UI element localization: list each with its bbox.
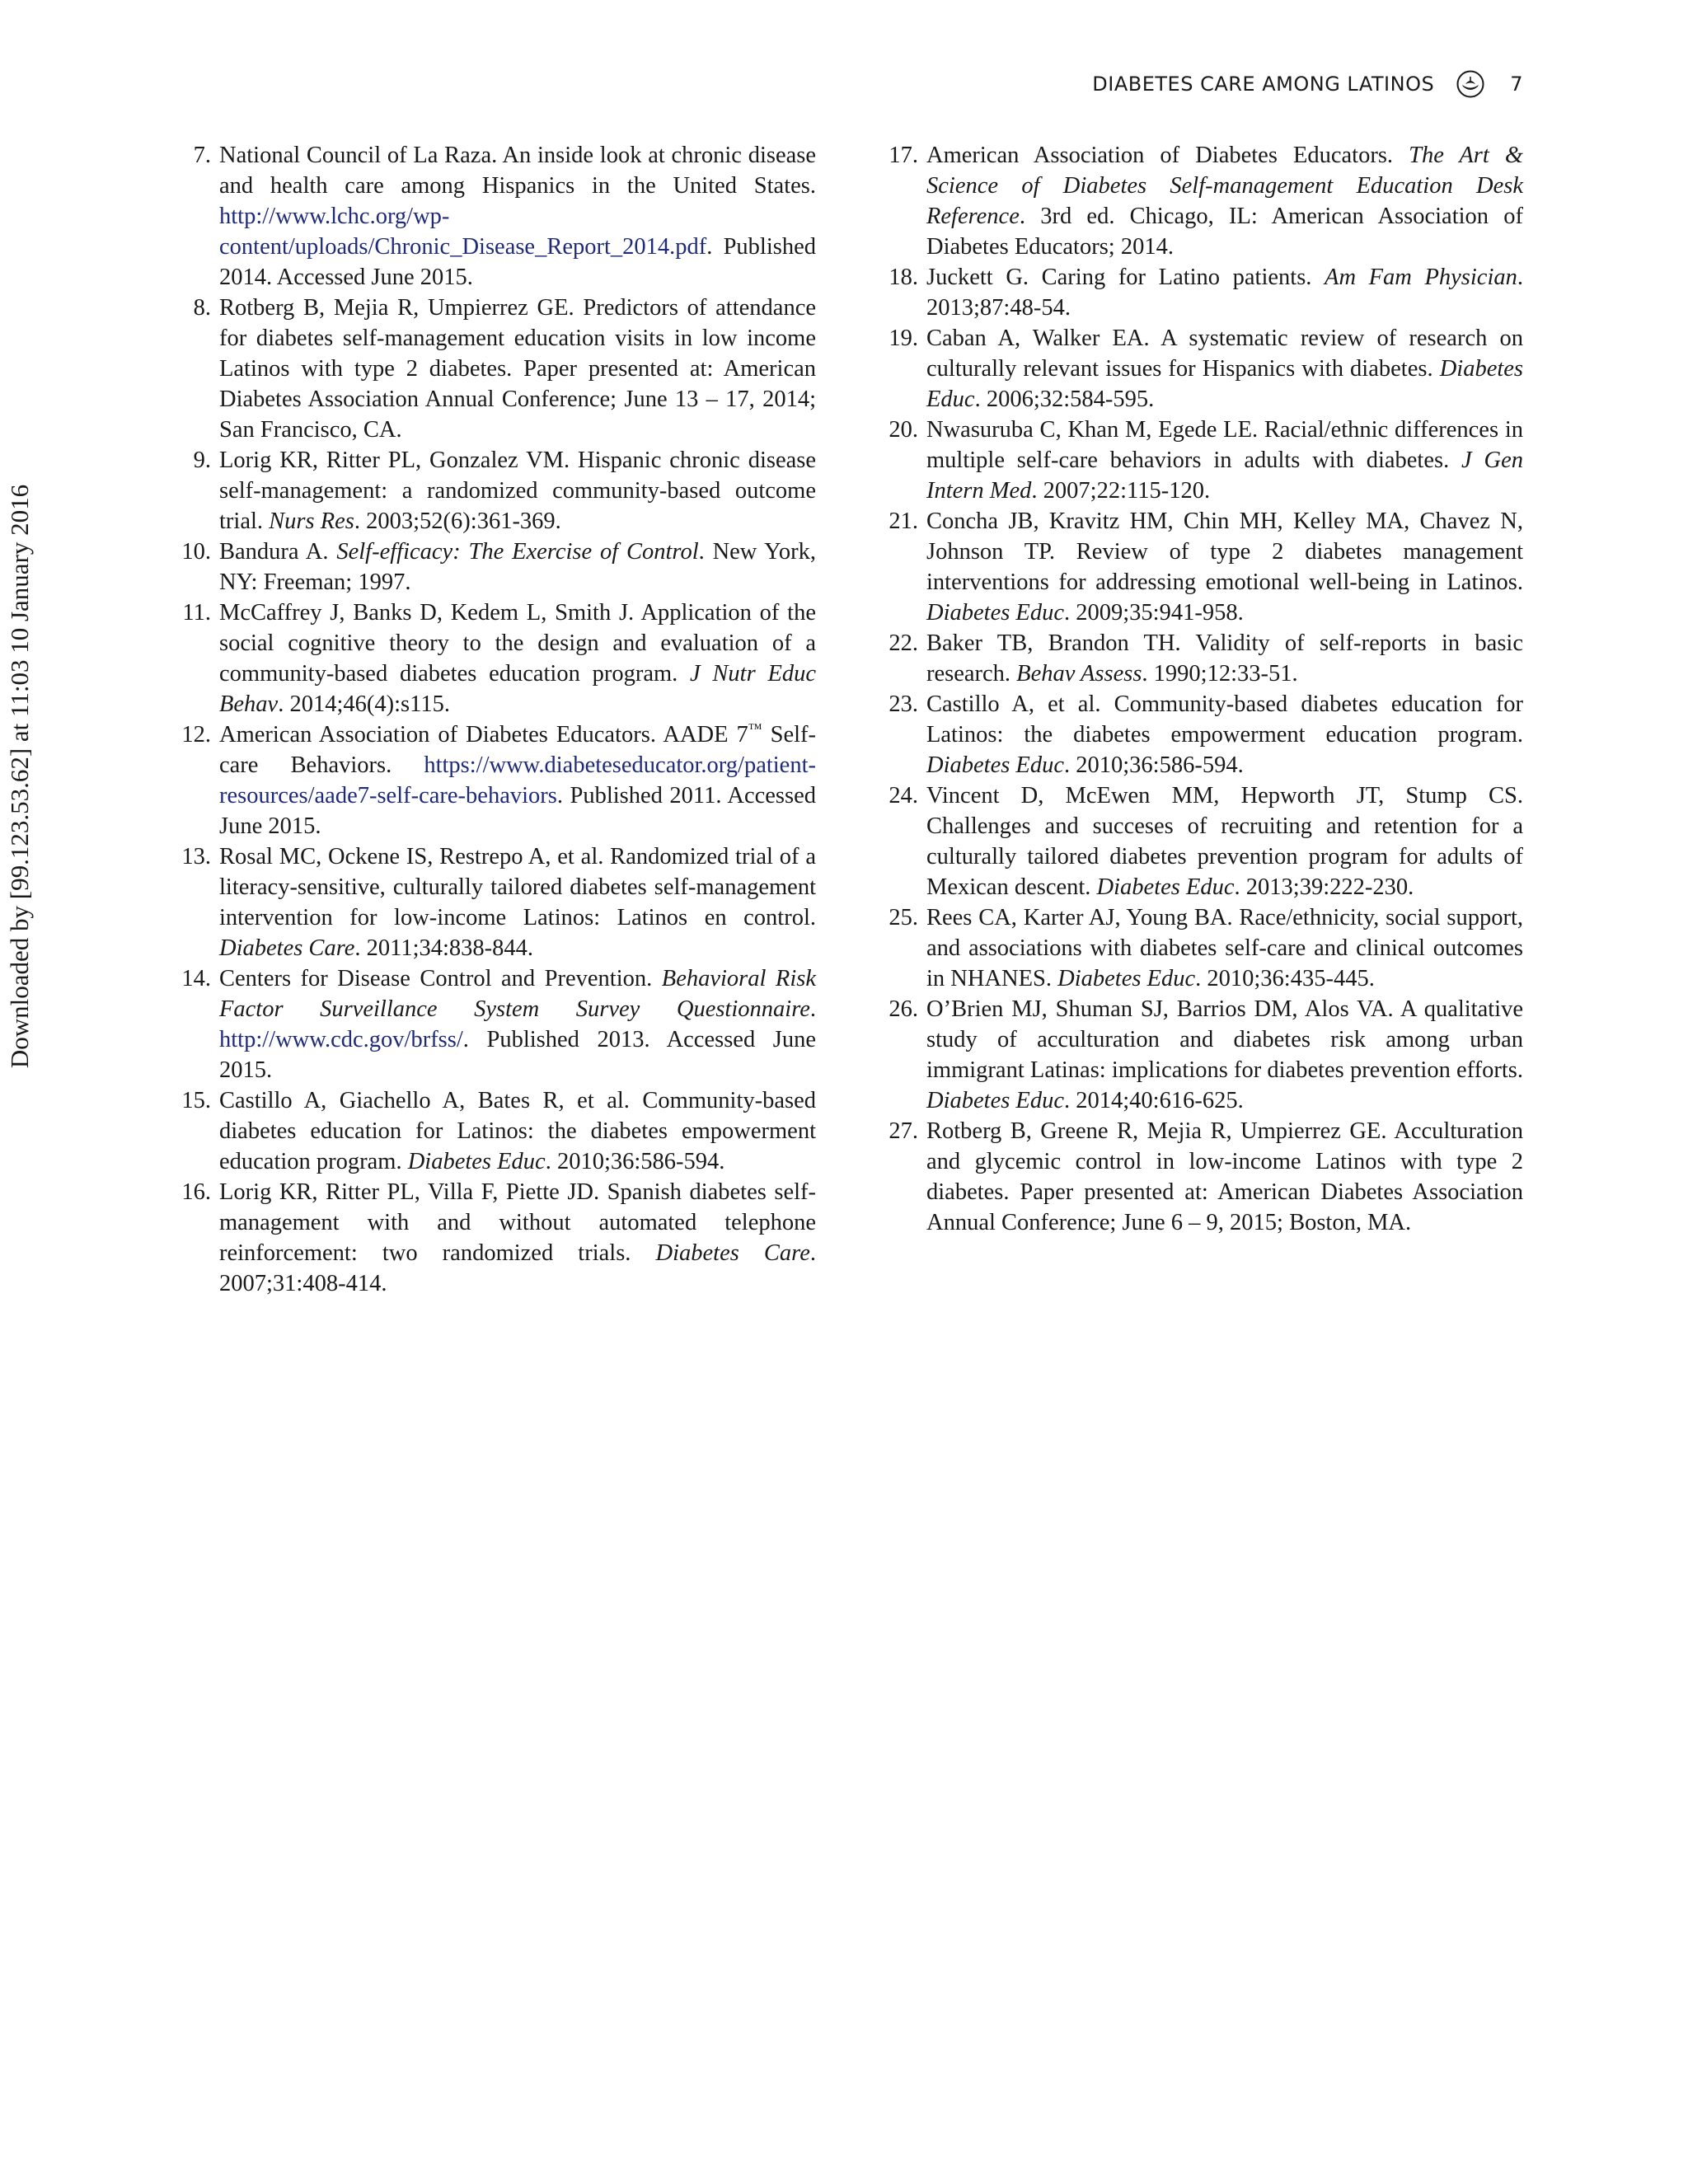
download-watermark-text: Downloaded by [99.123.53.62] at 11:03 10 January 2016: [5, 484, 34, 1069]
reference-text-segment: Bandura A.: [219, 539, 337, 565]
reference-list: [165, 140, 1523, 1299]
reference-text: [219, 293, 816, 445]
reference-list-right: [872, 140, 1523, 1238]
reference-text-segment: . 2013;39:222-230.: [1234, 874, 1414, 900]
reference-source-title: Self-efficacy: The Exercise of Control: [336, 539, 699, 565]
reference-text-segment: .: [809, 996, 816, 1022]
reference-item: [872, 780, 1523, 902]
reference-item: [872, 506, 1523, 628]
reference-number: 13.: [181, 844, 211, 869]
reference-text: [219, 1177, 816, 1299]
reference-text-segment: . 2010;36:586-594.: [545, 1149, 725, 1174]
reference-source-title: J Gen Intern Med: [926, 448, 1523, 504]
reference-text: [926, 262, 1523, 323]
reference-source-title: Diabetes Care: [219, 935, 355, 961]
reference-text: [926, 323, 1523, 415]
reference-text: [219, 1085, 816, 1177]
reference-number: 9.: [193, 448, 211, 473]
reference-source-title: Nurs Res: [269, 509, 354, 534]
reference-source-title: Diabetes Educ: [407, 1149, 546, 1174]
reference-item: [165, 598, 816, 719]
reference-item: [872, 323, 1523, 415]
reference-text-segment: . 1990;12:33-51.: [1142, 661, 1298, 687]
reference-item: [165, 445, 816, 537]
reference-text: [219, 963, 816, 1085]
reference-number: 25.: [889, 905, 918, 930]
reference-number: 26.: [889, 996, 918, 1022]
reference-text: [926, 994, 1523, 1116]
reference-text-segment: . 2003;52(6):361-369.: [354, 509, 561, 534]
reference-source-title: Diabetes Care: [655, 1240, 810, 1266]
reference-source-title: Diabetes Educ: [926, 752, 1064, 778]
reference-number: 11.: [182, 600, 211, 626]
reference-text-segment: . 2007;22:115-120.: [1031, 478, 1211, 504]
reference-item: [872, 415, 1523, 506]
reference-number: 10.: [181, 539, 211, 565]
page-number: 7: [1510, 73, 1523, 96]
reference-text-segment: American Association of Diabetes Educators.: [926, 143, 1409, 168]
reference-item: [872, 1116, 1523, 1238]
reference-source-title: J Nutr Educ Behav: [219, 661, 816, 717]
reference-number: 27.: [889, 1118, 918, 1144]
reference-text-segment: Juckett G. Caring for Latino patients.: [926, 265, 1325, 290]
reference-list-left: [165, 140, 816, 1299]
reference-text-segment: National Council of La Raza. An inside look at chronic disease and health care among Hispanics in the United States.: [219, 143, 816, 199]
reference-item: [165, 841, 816, 963]
reference-text-segment: Lorig KR, Ritter PL, Gonzalez VM. Hispanic chronic disease self-management: a randomized community-based outcome trial.: [219, 448, 816, 534]
reference-text: [926, 506, 1523, 628]
reference-number: 12.: [181, 722, 211, 748]
reference-number: 14.: [181, 966, 211, 991]
reference-text: [926, 628, 1523, 689]
reference-text-segment: Castillo A, Giachello A, Bates R, et al. Community-based diabetes education for Latinos: the diabetes empowerment education program.: [219, 1088, 816, 1174]
reference-item: [165, 1085, 816, 1177]
reference-item: [872, 628, 1523, 689]
reference-text-segment: . 2009;35:941-958.: [1064, 600, 1244, 626]
reference-text-segment: McCaffrey J, Banks D, Kedem L, Smith J. Application of the social cognitive theory to the design and evaluation of a community-based diabetes education program.: [219, 600, 816, 687]
reference-text: [926, 140, 1523, 262]
running-header: [1092, 69, 1523, 99]
reference-link[interactable]: https://www.diabeteseducator.org/patient-resources/aade7-self-care-behaviors: [219, 752, 816, 808]
reference-text-segment: Rotberg B, Mejia R, Umpierrez GE. Predictors of attendance for diabetes self-management education visits in low income Latinos with type 2 diabetes. Paper presented at: American Diabetes Association Annual Conference; June 13 – 17, 2014; San Francisco, CA.: [219, 295, 816, 443]
reference-text-segment: . 2006;32:584-595.: [974, 387, 1155, 412]
reference-column-right: [872, 140, 1523, 1299]
reference-text-segment: Caban A, Walker EA. A systematic review of research on culturally relevant issues for Hispanics with diabetes.: [926, 326, 1523, 382]
reference-text-segment: O’Brien MJ, Shuman SJ, Barrios DM, Alos VA. A qualitative study of acculturation and diabetes risk among urban immigrant Latinas: implications for diabetes prevention efforts.: [926, 996, 1523, 1083]
reference-item: [872, 902, 1523, 994]
reference-number: 23.: [889, 691, 918, 717]
reference-item: [165, 140, 816, 293]
reference-item: [165, 293, 816, 445]
reference-item: [872, 262, 1523, 323]
reference-item: [165, 537, 816, 598]
reference-source-title: Behav Assess: [1016, 661, 1142, 687]
reference-text-segment: . 2013;87:48-54.: [926, 265, 1523, 321]
reference-text: [219, 140, 816, 293]
reference-text-segment: Vincent D, McEwen MM, Hepworth JT, Stump CS. Challenges and succeses of recruiting and retention for a culturally tailored diabetes prevention program for adults of Mexican descent.: [926, 783, 1523, 900]
reference-text-segment: . New York, NY: Freeman; 1997.: [219, 539, 816, 595]
reference-text-segment: Baker TB, Brandon TH. Validity of self-reports in basic research.: [926, 630, 1523, 687]
reference-number: 17.: [889, 143, 918, 168]
reference-number: 18.: [889, 265, 918, 290]
reference-text: [926, 415, 1523, 506]
reference-item: [872, 689, 1523, 780]
reference-text: [219, 841, 816, 963]
reference-item: [872, 994, 1523, 1116]
reference-source-title: Diabetes Educ: [926, 356, 1523, 412]
reference-number: 8.: [193, 295, 211, 321]
reference-number: 19.: [889, 326, 918, 351]
reference-source-title: Diabetes Educ: [1096, 874, 1235, 900]
reference-text: [926, 780, 1523, 902]
reference-link[interactable]: http://www.cdc.gov/brfss/: [219, 1027, 463, 1052]
reference-text-segment: American Association of Diabetes Educators. AADE 7: [219, 722, 748, 748]
reference-text-segment: Rotberg B, Greene R, Mejia R, Umpierrez GE. Acculturation and glycemic control in low-income Latinos with type 2 diabetes. Paper presented at: American Diabetes Association Annual Conference; June 6 – 9, 2015; Boston, MA.: [926, 1118, 1523, 1235]
reference-number: 15.: [181, 1088, 211, 1113]
publisher-logo-icon: [1456, 69, 1485, 99]
reference-source-title: The Art & Science of Diabetes Self-management Education Desk Reference: [926, 143, 1523, 229]
reference-text-segment: . 2010;36:586-594.: [1064, 752, 1244, 778]
reference-number: 21.: [889, 509, 918, 534]
reference-text: [219, 598, 816, 719]
reference-text-segment: . 2010;36:435-445.: [1195, 966, 1375, 991]
reference-text: [926, 689, 1523, 780]
reference-text: [219, 719, 816, 841]
reference-text-segment: . 2014;40:616-625.: [1064, 1088, 1244, 1113]
reference-item: [165, 719, 816, 841]
trademark-symbol: ™: [748, 720, 762, 737]
reference-text: [926, 902, 1523, 994]
reference-text-segment: . 2014;46(4):s115.: [278, 691, 450, 717]
reference-text-segment: Centers for Disease Control and Prevention.: [219, 966, 662, 991]
reference-number: 22.: [889, 630, 918, 656]
reference-number: 7.: [193, 143, 211, 168]
reference-column-left: [165, 140, 816, 1299]
reference-text-segment: . Published 2011. Accessed June 2015.: [219, 783, 816, 839]
reference-source-title: Diabetes Educ: [1057, 966, 1196, 991]
reference-link[interactable]: http://www.lchc.org/wp-content/uploads/Chronic_Disease_Report_2014.pdf: [219, 204, 707, 260]
reference-text-segment: Castillo A, et al. Community-based diabetes education for Latinos: the diabetes empowerment education program.: [926, 691, 1523, 748]
reference-text-segment: Nwasuruba C, Khan M, Egede LE. Racial/ethnic differences in multiple self-care behaviors in adults with diabetes.: [926, 417, 1523, 473]
reference-text: [219, 445, 816, 537]
reference-text-segment: . 3rd ed. Chicago, IL: American Association of Diabetes Educators; 2014.: [926, 204, 1523, 260]
reference-number: 24.: [889, 783, 918, 808]
reference-item: [872, 140, 1523, 262]
reference-source-title: Behavioral Risk Factor Surveillance System Survey Questionnaire: [219, 966, 816, 1022]
reference-source-title: Diabetes Educ: [926, 1088, 1064, 1113]
reference-source-title: Diabetes Educ: [926, 600, 1064, 626]
reference-source-title: Am Fam Physician: [1325, 265, 1517, 290]
running-title: DIABETES CARE AMONG LATINOS: [1092, 73, 1435, 96]
reference-number: 20.: [889, 417, 918, 443]
reference-text-segment: Rosal MC, Ockene IS, Restrepo A, et al. Randomized trial of a literacy-sensitive, culturally tailored diabetes self-management intervention for low-income Latinos: Latinos en control.: [219, 844, 816, 930]
reference-text: [219, 537, 816, 598]
reference-text: [926, 1116, 1523, 1238]
reference-text-segment: . 2007;31:408-414.: [219, 1240, 816, 1296]
reference-text-segment: Rees CA, Karter AJ, Young BA. Race/ethnicity, social support, and associations with diabetes self-care and clinical outcomes in NHANES.: [926, 905, 1523, 991]
reference-item: [165, 1177, 816, 1299]
reference-item: [165, 963, 816, 1085]
reference-text-segment: . 2011;34:838-844.: [354, 935, 534, 961]
reference-text-segment: Lorig KR, Ritter PL, Villa F, Piette JD. Spanish diabetes self-management with and without automated telephone reinforcement: two randomized trials.: [219, 1179, 816, 1266]
reference-text-segment: . Published 2014. Accessed June 2015.: [219, 234, 816, 290]
reference-text-segment: Concha JB, Kravitz HM, Chin MH, Kelley MA, Chavez N, Johnson TP. Review of type 2 diabetes management interventions for addressing emotional well-being in Latinos.: [926, 509, 1523, 595]
reference-text-segment: Self-care Behaviors.: [219, 722, 816, 778]
reference-text-segment: . Published 2013. Accessed June 2015.: [219, 1027, 816, 1083]
reference-number: 16.: [181, 1179, 211, 1205]
